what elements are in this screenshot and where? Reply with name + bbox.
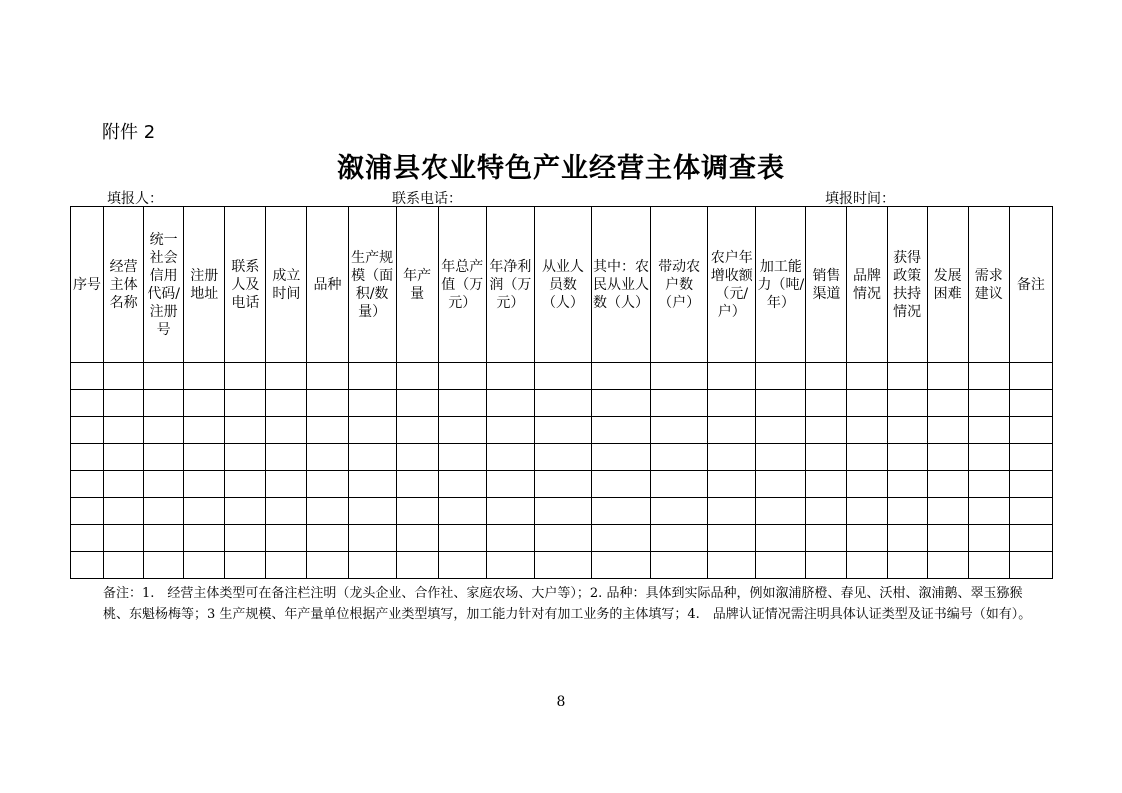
table-row: [71, 444, 1053, 471]
table-cell: [806, 552, 847, 579]
table-row: [71, 363, 1053, 390]
table-cell: [708, 471, 756, 498]
table-row: [71, 498, 1053, 525]
column-header: 品种: [307, 207, 348, 363]
table-cell: [184, 390, 225, 417]
table-cell: [708, 390, 756, 417]
table-cell: [144, 498, 184, 525]
table-cell: [847, 417, 887, 444]
column-header: 从业人员数（人）: [534, 207, 591, 363]
table-cell: [486, 363, 534, 390]
table-cell: [266, 417, 307, 444]
table-cell: [806, 444, 847, 471]
table-cell: [348, 363, 396, 390]
table-cell: [806, 363, 847, 390]
table-cell: [592, 417, 651, 444]
table-cell: [651, 417, 708, 444]
table-cell: [847, 498, 887, 525]
table-cell: [806, 417, 847, 444]
table-cell: [71, 498, 104, 525]
table-cell: [104, 444, 144, 471]
table-cell: [184, 552, 225, 579]
table-cell: [968, 552, 1009, 579]
table-cell: [104, 498, 144, 525]
table-cell: [486, 498, 534, 525]
table-cell: [847, 444, 887, 471]
table-cell: [104, 471, 144, 498]
column-header: 发展困难: [927, 207, 968, 363]
table-cell: [71, 444, 104, 471]
table-cell: [144, 444, 184, 471]
table-cell: [396, 444, 438, 471]
table-cell: [1009, 417, 1052, 444]
table-cell: [225, 390, 266, 417]
table-cell: [887, 498, 927, 525]
table-row: [71, 471, 1053, 498]
table-cell: [438, 444, 486, 471]
table-cell: [438, 525, 486, 552]
table-cell: [266, 363, 307, 390]
column-header: 成立时间: [266, 207, 307, 363]
table-cell: [708, 525, 756, 552]
page-number: 8: [556, 694, 566, 710]
survey-table: [70, 206, 1053, 579]
table-cell: [968, 498, 1009, 525]
column-header: 其中：农民从业人数（人）: [592, 207, 651, 363]
table-cell: [592, 444, 651, 471]
table-row: [71, 552, 1053, 579]
table-cell: [651, 444, 708, 471]
table-cell: [708, 417, 756, 444]
table-cell: [396, 471, 438, 498]
table-cell: [534, 417, 591, 444]
table-cell: [307, 525, 348, 552]
table-cell: [266, 471, 307, 498]
table-cell: [225, 552, 266, 579]
table-cell: [927, 552, 968, 579]
table-cell: [266, 552, 307, 579]
table-cell: [104, 525, 144, 552]
table-cell: [1009, 552, 1052, 579]
table-cell: [534, 471, 591, 498]
table-row: [71, 417, 1053, 444]
table-cell: [847, 363, 887, 390]
column-header: 经营主体名称: [104, 207, 144, 363]
table-cell: [348, 552, 396, 579]
table-cell: [104, 390, 144, 417]
column-header: 销售渠道: [806, 207, 847, 363]
table-cell: [887, 552, 927, 579]
table-cell: [144, 552, 184, 579]
table-cell: [756, 363, 806, 390]
table-cell: [71, 525, 104, 552]
table-cell: [806, 471, 847, 498]
table-cell: [847, 471, 887, 498]
table-cell: [71, 471, 104, 498]
table-cell: [847, 552, 887, 579]
table-cell: [708, 444, 756, 471]
table-cell: [968, 444, 1009, 471]
table-row: [71, 390, 1053, 417]
report-time-label: 填报时间：: [825, 191, 895, 207]
table-cell: [438, 471, 486, 498]
table-cell: [71, 363, 104, 390]
table-cell: [592, 363, 651, 390]
table-cell: [534, 390, 591, 417]
table-cell: [1009, 498, 1052, 525]
table-cell: [225, 417, 266, 444]
table-cell: [266, 444, 307, 471]
table-row: [71, 525, 1053, 552]
table-cell: [144, 471, 184, 498]
column-header: 联系人及电话: [225, 207, 266, 363]
table-cell: [225, 444, 266, 471]
table-cell: [708, 363, 756, 390]
table-cell: [486, 417, 534, 444]
table-cell: [806, 390, 847, 417]
table-cell: [806, 498, 847, 525]
table-cell: [307, 417, 348, 444]
table-cell: [806, 525, 847, 552]
table-cell: [756, 444, 806, 471]
table-cell: [184, 417, 225, 444]
table-cell: [927, 471, 968, 498]
table-cell: [756, 417, 806, 444]
table-cell: [144, 363, 184, 390]
table-cell: [184, 525, 225, 552]
table-cell: [104, 363, 144, 390]
table-cell: [307, 444, 348, 471]
table-cell: [927, 363, 968, 390]
table-cell: [225, 363, 266, 390]
table-cell: [887, 471, 927, 498]
table-cell: [927, 444, 968, 471]
table-cell: [184, 498, 225, 525]
table-cell: [438, 498, 486, 525]
table-cell: [396, 417, 438, 444]
table-cell: [1009, 525, 1052, 552]
table-cell: [396, 498, 438, 525]
table-cell: [486, 444, 534, 471]
table-cell: [927, 498, 968, 525]
table-cell: [486, 390, 534, 417]
table-cell: [927, 525, 968, 552]
table-cell: [396, 525, 438, 552]
table-cell: [847, 390, 887, 417]
phone-label: 联系电话：: [392, 191, 462, 207]
table-cell: [307, 498, 348, 525]
column-header: 农户年增收额（元/户）: [708, 207, 756, 363]
column-header: 加工能力（吨/年）: [756, 207, 806, 363]
table-cell: [266, 525, 307, 552]
table-cell: [438, 363, 486, 390]
table-cell: [887, 525, 927, 552]
reporter-label: 填报人：: [107, 191, 163, 207]
column-header: 统一社会信用代码/注册号: [144, 207, 184, 363]
table-cell: [396, 552, 438, 579]
footnote-notes: 备注：1. 经营主体类型可在备注栏注明（龙头企业、合作社、家庭农场、大户等）；2. 品种：具体到实际品种，例如溆浦脐橙、春见、沃柑、溆浦鹅、翠玉猕猴桃、东魁杨梅等；3 生产规模、年产量单位根据产业类型填写，加工能力针对有加工业务的主体填写；4. 品牌认证情况需注明具体认证类型及证书编号（如有）。: [103, 586, 1032, 622]
table-cell: [266, 498, 307, 525]
table-cell: [348, 444, 396, 471]
table-cell: [592, 390, 651, 417]
table-body: [71, 363, 1053, 579]
table-cell: [651, 363, 708, 390]
table-cell: [486, 552, 534, 579]
table-cell: [592, 525, 651, 552]
column-header: 品牌情况: [847, 207, 887, 363]
table-cell: [144, 390, 184, 417]
column-header: 带动农户数（户）: [651, 207, 708, 363]
table-cell: [396, 390, 438, 417]
table-cell: [486, 525, 534, 552]
table-cell: [927, 417, 968, 444]
table-cell: [438, 552, 486, 579]
table-cell: [307, 471, 348, 498]
table-cell: [756, 552, 806, 579]
table-cell: [534, 525, 591, 552]
table-cell: [968, 390, 1009, 417]
table-cell: [184, 363, 225, 390]
table-cell: [307, 363, 348, 390]
table-cell: [756, 525, 806, 552]
table-cell: [438, 390, 486, 417]
table-cell: [887, 444, 927, 471]
table-cell: [71, 417, 104, 444]
table-cell: [927, 390, 968, 417]
table-cell: [71, 552, 104, 579]
table-cell: [756, 471, 806, 498]
table-cell: [968, 363, 1009, 390]
table-cell: [307, 552, 348, 579]
table-cell: [348, 390, 396, 417]
table-cell: [887, 363, 927, 390]
table-cell: [534, 552, 591, 579]
table-cell: [486, 471, 534, 498]
column-header: 需求建议: [968, 207, 1009, 363]
table-cell: [592, 498, 651, 525]
table-cell: [1009, 471, 1052, 498]
table-cell: [651, 525, 708, 552]
table-cell: [348, 498, 396, 525]
table-cell: [651, 471, 708, 498]
table-cell: [1009, 444, 1052, 471]
table-cell: [847, 525, 887, 552]
table-cell: [887, 417, 927, 444]
table-cell: [708, 552, 756, 579]
table-cell: [104, 552, 144, 579]
column-header: 序号: [71, 207, 104, 363]
column-header: 获得政策扶持情况: [887, 207, 927, 363]
table-cell: [184, 471, 225, 498]
table-cell: [1009, 363, 1052, 390]
attachment-label: 附件 2: [102, 122, 156, 143]
table-cell: [968, 471, 1009, 498]
column-header: 年产量: [396, 207, 438, 363]
table-cell: [438, 417, 486, 444]
table-cell: [307, 390, 348, 417]
table-cell: [708, 498, 756, 525]
table-cell: [225, 525, 266, 552]
table-cell: [592, 471, 651, 498]
table-cell: [756, 498, 806, 525]
table-cell: [534, 498, 591, 525]
table-cell: [651, 498, 708, 525]
table-cell: [144, 525, 184, 552]
table-cell: [756, 390, 806, 417]
document-title: 溆浦县农业特色产业经营主体调查表: [337, 153, 785, 184]
table-cell: [968, 417, 1009, 444]
table-cell: [1009, 390, 1052, 417]
table-cell: [144, 417, 184, 444]
column-header: 年净利润（万元）: [486, 207, 534, 363]
table-cell: [348, 471, 396, 498]
table-cell: [887, 390, 927, 417]
table-cell: [348, 417, 396, 444]
column-header: 年总产值（万元）: [438, 207, 486, 363]
table-cell: [104, 417, 144, 444]
table-cell: [651, 552, 708, 579]
header-row: [71, 207, 1053, 363]
column-header: 备注: [1009, 207, 1052, 363]
table-cell: [534, 444, 591, 471]
column-header: 注册地址: [184, 207, 225, 363]
table-cell: [348, 525, 396, 552]
table-cell: [71, 390, 104, 417]
table-cell: [184, 444, 225, 471]
table-cell: [396, 363, 438, 390]
table-cell: [592, 552, 651, 579]
table-cell: [968, 525, 1009, 552]
column-header: 生产规模（面积/数量）: [348, 207, 396, 363]
table-cell: [225, 498, 266, 525]
table-cell: [651, 390, 708, 417]
table-cell: [534, 363, 591, 390]
table-cell: [225, 471, 266, 498]
table-cell: [266, 390, 307, 417]
